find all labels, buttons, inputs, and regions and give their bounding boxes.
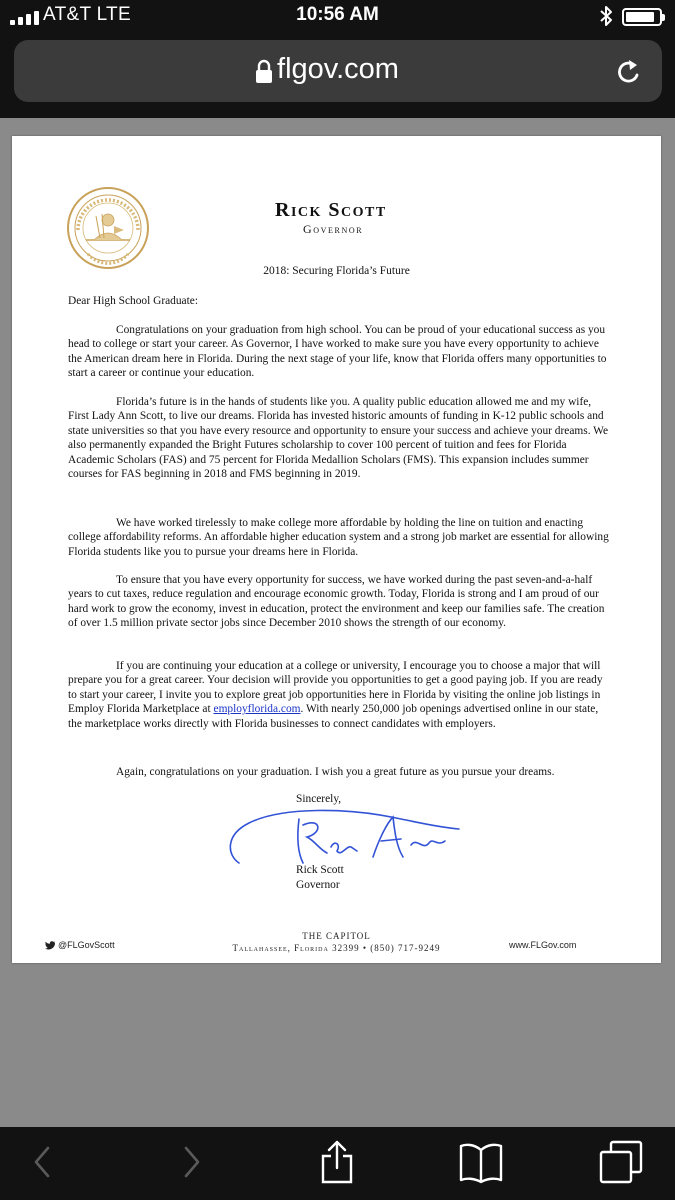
paragraph-text: To ensure that you have every opportunity for success, we have worked during the past seven-and-a-half years to cut taxes, reduce regulation and encourage economic growth. Today, Florida is strong and I am proud of our hard work to grow the economy, invest in education, protect the environment and keep our families safe. The creation of over 1.5 million private sector jobs since December 2010 shows the strength of our economy. bbox=[68, 574, 605, 630]
paragraph-text: Florida’s future is in the hands of students like you. A quality public education allowed me and my wife, First Lady Ann Scott, to live our dreams. Florida has invested historic amounts of funding in K-12 public schools and state universities so that you have every resource and opportunity to ensure your success and achieve your dreams. We also permanently expanded the Bright Futures scholarship to cover 100 percent of tuition and fees for Florida Academic Scholars (FAS) and 75 percent for Florida Medallion Scholars (FMS). This expansion includes summer courses for FAS beginning in 2018 and FMS beginning in 2019. bbox=[68, 396, 609, 481]
battery-icon bbox=[622, 8, 662, 26]
twitter-handle: @FLGovScott bbox=[58, 940, 115, 950]
employflorida-link[interactable]: employflorida.com bbox=[213, 703, 301, 716]
salutation: Dear High School Graduate: bbox=[68, 295, 199, 307]
letterhead-name: Rick Scott bbox=[275, 199, 387, 221]
footer-website: www.FLGov.com bbox=[509, 940, 577, 950]
url-text[interactable]: flgov.com bbox=[277, 53, 399, 85]
address-line-2: Tallahassee, Florida 32399 • (850) 717-9249 bbox=[232, 943, 441, 953]
paragraph-text: . With nearly 250,000 job openings advertised online in our state, the marketplace works directly with Florida businesses to connect candidates with employers. bbox=[68, 703, 599, 730]
signer-name: Rick Scott bbox=[296, 864, 344, 876]
paragraph-text: If you are continuing your education at a college or university, I encourage you to choose a major that will prepare you for a great career. Your decision will provide you opportunities to get a good paying job. If you are ready to start your career, I invite you to explore great job opportunities here in Florida by visiting the online job listings in Employ Florida Marketplace at bbox=[68, 660, 603, 716]
letter-paragraph bbox=[68, 573, 614, 631]
share-icon[interactable] bbox=[317, 1140, 357, 1184]
carrier-label: AT&T LTE bbox=[43, 4, 131, 25]
address-bar[interactable] bbox=[14, 40, 662, 102]
closing: Sincerely, bbox=[296, 793, 342, 805]
letter-paragraph bbox=[68, 323, 614, 381]
clock: 10:56 AM bbox=[296, 4, 379, 25]
battery-level-fill bbox=[626, 12, 654, 22]
back-icon[interactable] bbox=[28, 1140, 56, 1184]
paragraph-text: Congratulations on your graduation from high school. You can be proud of your educational success as you head to college or start your career. As Governor, I have worked to make sure you have every opportunity to achieve the American dream here in Florida. During the next stage of your life, know that Florida offers many opportunities to start a career or continue your education. bbox=[68, 324, 607, 380]
state-seal-logo bbox=[66, 186, 150, 270]
tabs-icon[interactable] bbox=[599, 1140, 643, 1184]
letter-paragraph bbox=[68, 516, 614, 559]
letter-page bbox=[12, 136, 661, 963]
letterhead-title: Governor bbox=[303, 222, 364, 236]
signature-image bbox=[223, 801, 463, 871]
forward-icon[interactable] bbox=[178, 1140, 206, 1184]
signer-title: Governor bbox=[296, 879, 340, 891]
reload-icon[interactable] bbox=[615, 56, 643, 86]
paragraph-text: Again, congratulations on your graduation. I wish you a great future as you pursue your dreams. bbox=[116, 766, 555, 778]
bluetooth-icon bbox=[596, 5, 616, 27]
paragraph-text: We have worked tirelessly to make college more affordable by holding the line on tuition and enacting college affordability reforms. An affordable higher education system and a strong job market are essential for allowing Florida students like you to pursue your dreams here in Florida. bbox=[68, 517, 609, 558]
letter-paragraph bbox=[68, 765, 614, 779]
browser-chrome bbox=[0, 0, 675, 118]
letter-heading: 2018: Securing Florida’s Future bbox=[263, 265, 410, 277]
letter-paragraph bbox=[68, 659, 614, 731]
address-line-1: THE CAPITOL bbox=[302, 931, 371, 941]
letter-paragraph bbox=[68, 395, 614, 481]
bookmarks-icon[interactable] bbox=[458, 1140, 504, 1184]
status-bar bbox=[0, 0, 675, 34]
browser-toolbar bbox=[0, 1127, 675, 1200]
